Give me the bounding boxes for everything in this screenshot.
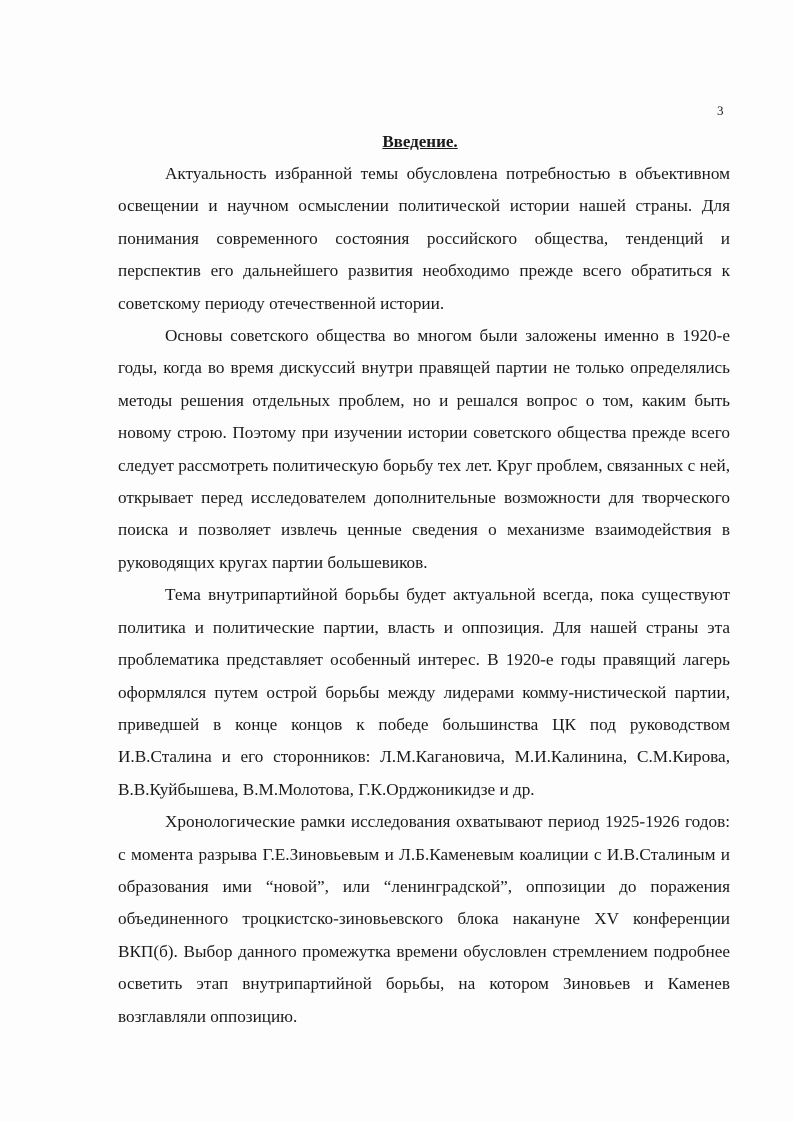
section-heading: Введение. <box>382 132 458 151</box>
paragraph-foundations: Основы советского общества во многом были заложены именно в 1920-е годы, когда во время дискуссий внутри правящей партии не только определялись методы решения отдельных проблем, но и решался вопрос о том, каким быть новому строю. Поэтому при изучении истории советского общества прежде всего следует рассмотреть политическую борьбу тех лет. Круг проблем, связанных с ней, открывает перед исследователем дополнительные возможности для творческого поиска и позволяет извлечь ценные сведения о механизме взаимодействия в руководящих кругах партии большевиков. <box>118 326 730 572</box>
paragraph-intraparty-struggle: Тема внутрипартийной борьбы будет актуальной всегда, пока существуют политика и политические партии, власть и оппозиция. Для нашей страны эта проблематика представляет особенный интерес. В 1920-е годы правящий лагерь оформлялся путем острой борьбы между лидерами комму-нистической партии, приведшей в конце концов к победе большинства ЦК под руководством И.В.Сталина и его сторонников: Л.М.Кагановича, М.И.Калинина, С.М.Кирова, В.В.Куйбышева, В.М.Молотова, Г.К.Орджоникидзе и др. <box>118 585 730 799</box>
paragraph-chronology: Хронологические рамки исследования охватывают период 1925-1926 годов: с момента разрыва Г.Е.Зиновьевым и Л.Б.Каменевым коалиции с И.В.Сталиным и образования ими “новой”, или “ленинградской”, оппозиции до поражения объединенного троцкистско-зиновьевского блока накануне XV конференции ВКП(б). Выбор данного промежутка времени обусловлен стремлением подробнее осветить этап внутрипартийной борьбы, на котором Зиновьев и Каменев возглавляли оппозицию. <box>118 812 730 1026</box>
body-text <box>118 158 730 1033</box>
paragraph-relevance: Актуальность избранной темы обусловлена потребностью в объективном освещении и научном осмыслении политической истории нашей страны. Для понимания современного состояния российского общества, тенденций и перспектив его дальнейшего развития необходимо прежде всего обратиться к советскому периоду отечественной истории. <box>118 164 730 313</box>
page-number: 3 <box>717 103 724 118</box>
